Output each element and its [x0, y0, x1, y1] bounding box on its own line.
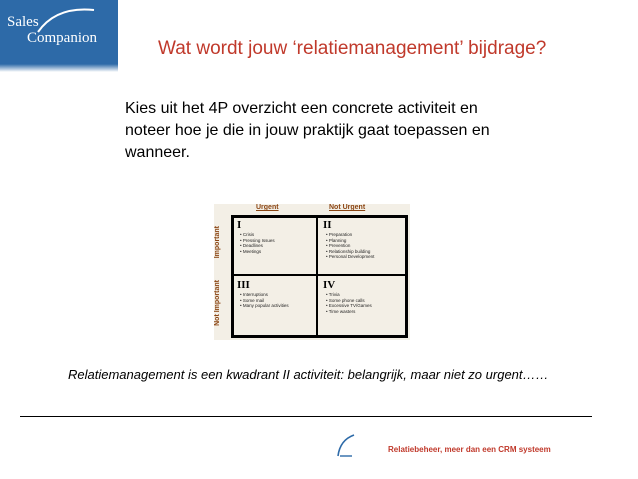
quadrant-1 — [234, 218, 312, 270]
quadrant-item: • Excessive TV/Games — [326, 303, 372, 308]
quadrant-item: • Crisis — [240, 232, 255, 237]
logo-line-companion: Companion — [27, 30, 97, 46]
quadrant-item: • Interruptions — [240, 292, 268, 297]
row-header-important: Important — [214, 226, 221, 259]
intro-line: noteer hoe je die in jouw praktijk gaat toepassen en — [125, 122, 490, 139]
sales-companion-mark-icon — [334, 432, 358, 458]
quadrant-item: • Prevention — [326, 243, 351, 248]
quadrant-number: IV — [323, 279, 336, 291]
row-header-not-important: Not Important — [214, 280, 221, 326]
slide-title: Wat wordt jouw ‘relatiemanagement’ bijdrage? — [158, 38, 547, 59]
footer-tagline: Relatiebeheer, meer dan een CRM systeem — [388, 445, 551, 454]
matrix-grid — [231, 215, 408, 338]
column-header-not-urgent: Not Urgent — [329, 204, 366, 211]
quadrant-item: • Preparation — [326, 232, 353, 237]
matrix-divider-vertical — [316, 218, 318, 335]
quadrant-item: • Pressing Issues — [240, 237, 275, 243]
column-header-urgent: Urgent — [256, 204, 279, 211]
quadrant-item: • Meetings — [240, 248, 262, 254]
quadrant-item: • Planning — [326, 237, 347, 243]
intro-line: wanneer. — [125, 144, 190, 161]
quadrant-item: • Some mail — [240, 297, 265, 303]
quadrant-item: • Personal Development — [326, 254, 375, 259]
summary-text: Relatiemanagement is een kwadrant II activiteit: belangrijk, maar niet zo urgent…… — [68, 367, 549, 382]
logo-text — [7, 14, 97, 46]
quadrant-item: • Relationship building — [326, 248, 371, 254]
time-management-matrix — [214, 204, 410, 340]
quadrant-number: III — [237, 279, 250, 291]
quadrant-item: • Time wasters — [326, 308, 356, 314]
quadrant-3 — [234, 278, 312, 330]
intro-text — [125, 98, 545, 164]
logo-line-sales: Sales — [7, 14, 39, 30]
footer-divider — [20, 416, 592, 417]
quadrant-item: • Some phone calls — [326, 297, 365, 303]
quadrant-number: I — [237, 219, 242, 231]
quadrant-number: II — [323, 219, 332, 231]
logo — [0, 0, 118, 72]
quadrant-item: • Deadlines — [240, 243, 263, 248]
quadrant-item: • Many popular activities — [240, 303, 289, 308]
matrix-divider-horizontal — [234, 274, 405, 276]
quadrant-2 — [320, 218, 398, 270]
quadrant-4 — [320, 278, 398, 330]
intro-line: Kies uit het 4P overzicht een concrete activiteit en — [125, 100, 478, 117]
quadrant-item: • Trivia — [326, 292, 340, 297]
